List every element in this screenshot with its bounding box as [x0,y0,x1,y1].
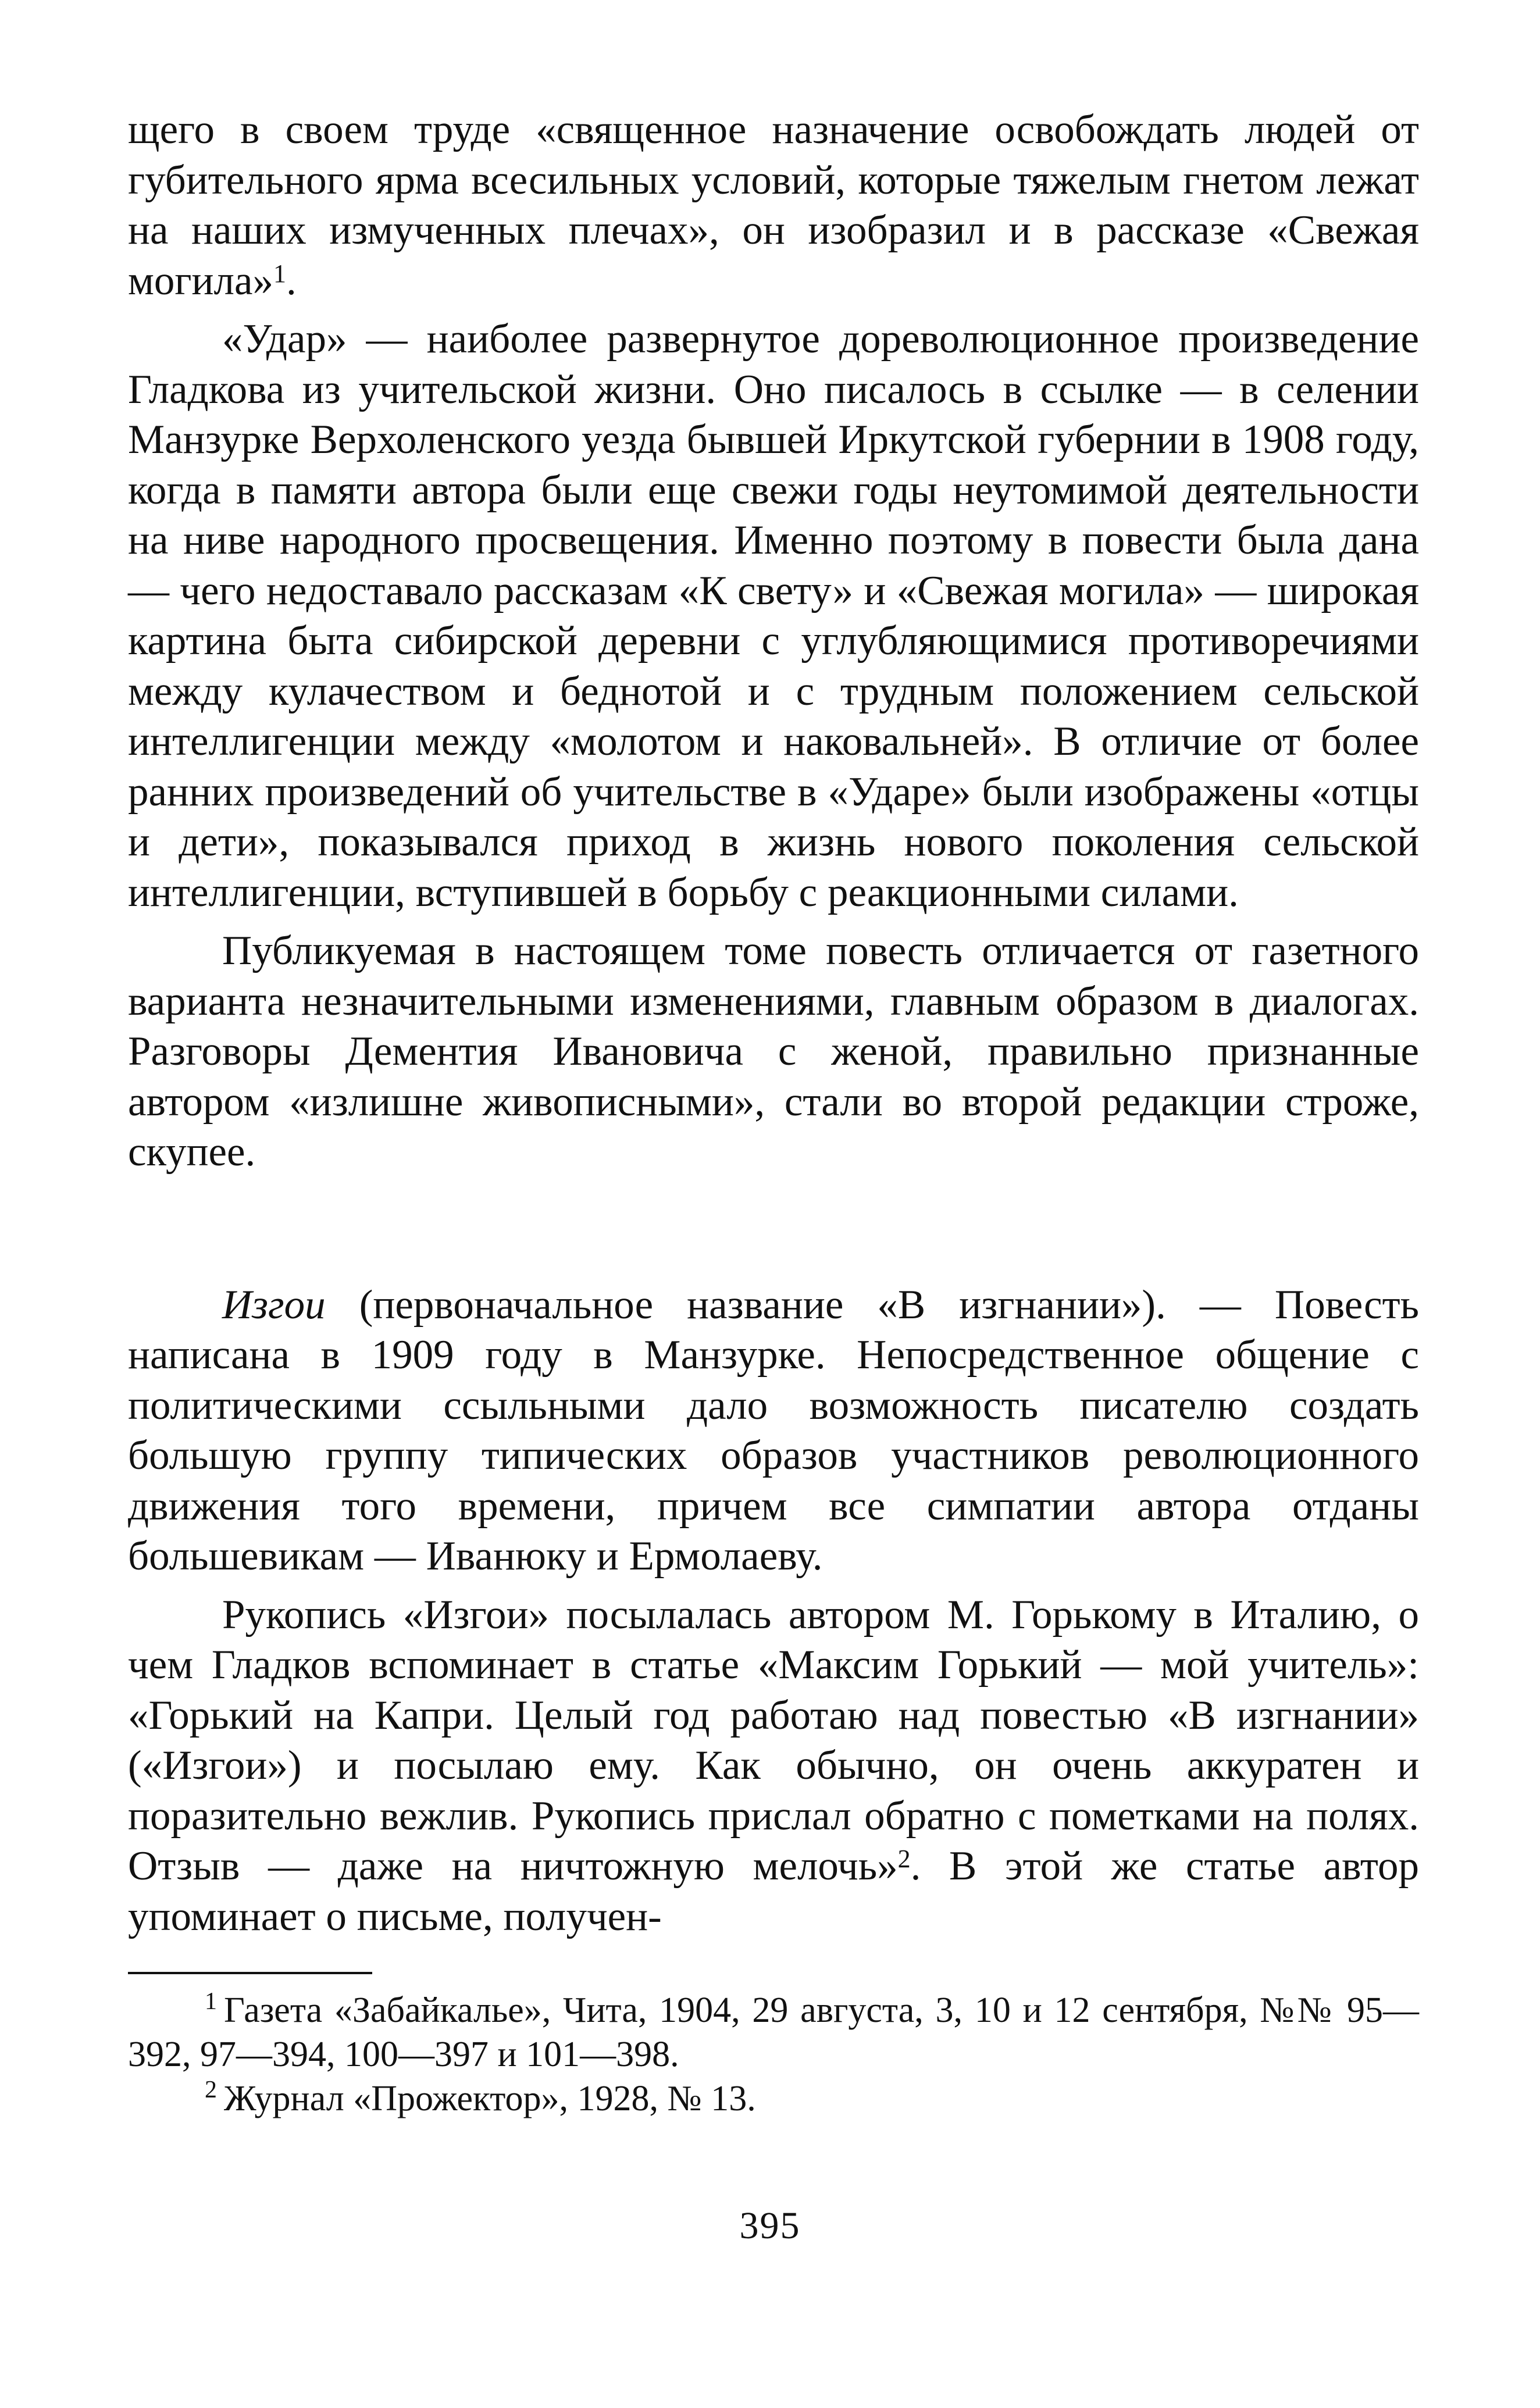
paragraph-2-text: «Удар» — наиболее развернутое дореволюционное произведение Гладкова из учительской жизни. Оно писалось в ссылке — в селении Манзурке Верхоленского уезда бывшей Иркутской губернии в 1908 году, когда в памяти автора были еще свежи годы неутомимой деятельности на ниве народного просвещения. Именно поэтому в повести была дана — чего недоставало рассказам «К свету» и «Свежая могила» — широкая картина быта сибирской деревни с углубляющимися противоречиями между кулачеством и беднотой и с трудным положением сельской интеллигенции между «молотом и наковальней». В отличие от более ранних произведений об учительстве в «Ударе» были изображены «отцы и дети», показывался приход в жизнь нового поколения сельской интеллигенции, вступившей в борьбу с реакционными силами. [128,316,1419,915]
work-title-izgoi: Изгои [222,1282,326,1328]
paragraph-5-tail: . В этой же статье автор упоминает о письме, получен- [128,1843,1420,1939]
page-body [128,105,1419,2121]
paragraph-4-text: (первоначальное название «В изгнании»). — Повесть написана в 1909 году в Манзурке. Непосредственное общение с политическими ссыльными дало возможность писателю создать большую группу типических образов участников революционного движения того времени, причем все симпатии автора отданы большевикам — Иванюку и Ермолаеву. [128,1282,1419,1579]
paragraph-3-text: Публикуемая в настоящем томе повесть отличается от газетного варианта незначительными изменениями, главным образом в диалогах. Разговоры Дементия Ивановича с женой, правильно признанные автором «излишне живописными», стали во второй редакции строже, скупее. [128,928,1419,1175]
footnote-2-text: Журнал «Прожектор», 1928, № 13. [224,2079,756,2118]
paragraph-1-tail: . [286,258,297,304]
footnote-1-marker: 1 [205,1988,217,2015]
footnote-1-text: Газета «Забайкалье», Чита, 1904, 29 августа, 3, 10 и 12 сентября, №№ 95—392, 97—394, 100—397 и 101—398. [128,1990,1419,2074]
footnote-1 [128,1988,1419,2077]
footnotes [128,1988,1419,2121]
footnote-divider [128,1972,372,1974]
paragraph-3 [128,926,1419,1178]
footnote-2-marker: 2 [205,2077,217,2104]
paragraph-5-text: Рукопись «Изгои» посылалась автором М. Горькому в Италию, о чем Гладков вспоминает в статье «Максим Горький — мой учитель»: «Горький на Капри. Целый год работаю над повестью «В изгнании» («Изгои») и посылаю ему. Как обычно, он очень аккуратен и поразительно вежлив. Рукопись прислал обратно с пометками на полях. Отзыв — даже на ничтожную мелочь» [128,1592,1419,1889]
footnote-2 [128,2077,1419,2121]
footnote-ref-1: 1 [273,259,286,288]
paragraph-4 [128,1280,1419,1582]
footnote-ref-2: 2 [897,1845,911,1874]
page-number: 395 [739,2204,801,2247]
paragraph-1 [128,105,1419,306]
paragraph-2 [128,314,1419,918]
paragraph-1-text: щего в своем труде «священное назначение освобождать людей от губительного ярма всесильных условий, которые тяжелым гнетом лежат на наших измученных плечах», он изобразил и в рассказе «Свежая могила» [128,107,1419,304]
paragraph-5 [128,1590,1419,1942]
